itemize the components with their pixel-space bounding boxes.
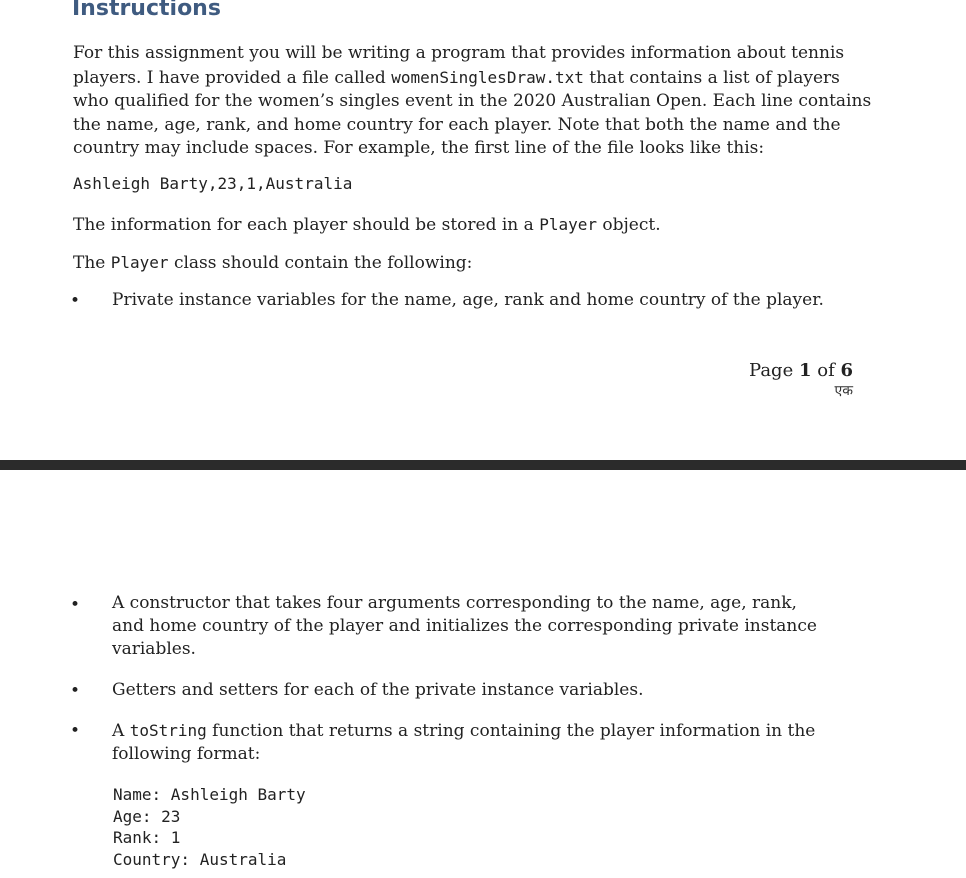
page-divider — [0, 460, 966, 470]
sample-output-block — [113, 784, 306, 870]
page-footer — [749, 360, 853, 400]
sample-output-line: Rank: 1 — [113, 828, 181, 847]
class-intro-pre: The — [73, 253, 111, 273]
player-class-code: Player — [539, 215, 597, 234]
sample-output-line: Age: 23 — [113, 806, 181, 826]
intro-paragraph — [73, 42, 873, 161]
page-word: Page — [749, 360, 794, 381]
bullet-marker: • — [70, 721, 81, 741]
sample-output-line: Name: Ashleigh Barty — [113, 785, 306, 804]
hindi-page-label: एक — [834, 383, 853, 399]
filename-code: womenSinglesDraw.txt — [391, 67, 584, 87]
bullet-marker: • — [70, 681, 81, 701]
intro-text-part2: that contains a list of players who qualified for the women’s singles event in the 2020 Australian Open. Each line contains the name, age, rank, and home country for each player. Note that both the name and the country may include spaces. For example, the first line of the file looks like this: — [73, 67, 872, 158]
total-pages: 6 — [840, 360, 853, 381]
document-page-2 — [0, 470, 966, 878]
section-heading: Instructions — [72, 0, 221, 21]
bullet-private-vars: Private instance variables for the name, age, rank and home country of the player. — [112, 290, 824, 310]
class-intro-paragraph — [73, 251, 472, 276]
intro-text-part1: For this assignment you will be writing a program that provides information about tennis players. I have provided a file called — [73, 43, 845, 88]
bullet-marker: • — [70, 595, 81, 615]
player-class-code: Player — [110, 253, 169, 272]
current-page: 1 — [798, 360, 812, 381]
storage-text-pre: The information for each player should be stored in a — [73, 215, 540, 235]
bullet-getters-setters: Getters and setters for each of the private instance variables. — [112, 680, 644, 700]
example-file-line: Ashleigh Barty,23,1,Australia — [73, 174, 353, 193]
bullet-constructor: A constructor that takes four arguments corresponding to the name, age, rank, and home country of the player and initializes the corresponding private instance variables. — [112, 593, 817, 659]
tostring-text-post: function that returns a string containing the player information in the following format: — [112, 721, 816, 764]
storage-paragraph — [73, 213, 661, 238]
tostring-text-pre: A — [112, 721, 130, 741]
class-intro-post: class should contain the following: — [168, 253, 473, 273]
bullet-marker: • — [70, 291, 81, 311]
bullet-tostring — [112, 719, 832, 766]
sample-output-line: Country: Australia — [113, 849, 287, 869]
of-word: of — [817, 360, 835, 381]
storage-text-post: object. — [597, 215, 661, 235]
tostring-code: toString — [129, 721, 207, 740]
page-number — [749, 360, 853, 381]
